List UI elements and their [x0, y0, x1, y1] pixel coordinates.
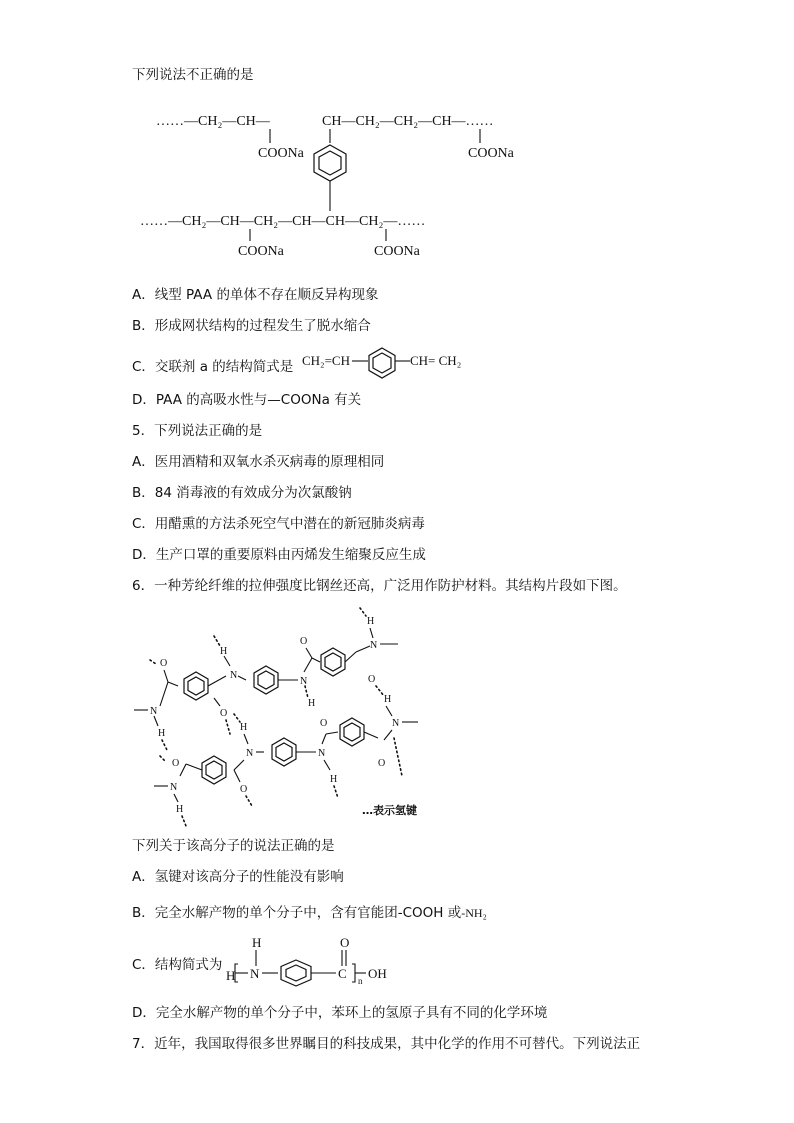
- q6-option-c: [132, 956, 222, 974]
- svg-text:N: N: [392, 718, 400, 729]
- q6-stem: 6．一种芳纶纤维的拉伸强度比钢丝还高，广泛用作防护材料。其结构片段如下图。: [132, 578, 627, 594]
- svg-text:H: H: [226, 968, 236, 983]
- q5-stem: 5．下列说法正确的是: [132, 423, 263, 439]
- svg-text:H: H: [367, 616, 375, 627]
- q7-stem: 7．近年，我国取得很多世界瞩目的科技成果，其中化学的作用不可替代。下列说法正: [132, 1036, 641, 1052]
- svg-text:OH: OH: [368, 966, 387, 981]
- svg-text:H: H: [330, 774, 338, 785]
- crosslinker-formula: [298, 346, 478, 380]
- svg-text:O: O: [378, 758, 386, 769]
- q6-option-d: D．完全水解产物的单个分子中，苯环上的氢原子具有不同的化学环境: [132, 1005, 548, 1021]
- nh2-formula: -NH₂: [461, 906, 487, 920]
- q4-option-a: A．线型 PAA 的单体不存在顺反异构现象: [132, 287, 379, 303]
- svg-text:O: O: [340, 935, 350, 950]
- svg-text:N: N: [318, 748, 326, 759]
- q5-option-a: A．医用酒精和双氧水杀灭病毒的原理相同: [132, 454, 385, 470]
- svg-text:N: N: [370, 640, 378, 651]
- svg-text:H: H: [384, 694, 392, 705]
- aramid-fiber-diagram: [130, 606, 430, 826]
- q6-option-a: A．氢键对该高分子的性能没有影响: [132, 869, 344, 885]
- chain2: ……—CH₂—CH—CH₂—CH—CH—CH₂—……: [140, 214, 426, 229]
- svg-text:N: N: [246, 748, 254, 759]
- q4-option-c-label: C．交联剂 a 的结构简式是: [132, 359, 294, 375]
- coona-1: COONa: [258, 146, 304, 161]
- svg-text:C: C: [338, 966, 347, 981]
- svg-text:O: O: [300, 636, 308, 647]
- q4-option-c: [132, 350, 478, 384]
- chain1-left: ……—CH₂—CH—: [156, 114, 270, 129]
- q4-option-d: D．PAA 的高吸水性与—COONa 有关: [132, 392, 362, 408]
- svg-text:O: O: [172, 758, 180, 769]
- coona-2: COONa: [468, 146, 514, 161]
- chain1-right: CH—CH₂—CH₂—CH—……: [322, 114, 494, 129]
- q4-option-b: B．形成网状结构的过程发生了脱水缩合: [132, 318, 371, 334]
- svg-text:n: n: [358, 976, 363, 986]
- svg-text:H: H: [158, 728, 166, 739]
- q5-option-c: C．用醋熏的方法杀死空气中潜在的新冠肺炎病毒: [132, 516, 425, 532]
- svg-text:H: H: [220, 646, 228, 657]
- q5-option-b: B．84 消毒液的有效成分为次氯酸钠: [132, 485, 352, 501]
- paa-network-structure: [140, 105, 550, 265]
- svg-text:N: N: [170, 782, 178, 793]
- q6-sub-stem: 下列关于该高分子的说法正确的是: [132, 838, 335, 854]
- svg-text:CH₂=CH: CH₂=CH: [301, 353, 350, 368]
- svg-text:N: N: [150, 706, 158, 717]
- svg-text:N: N: [250, 966, 260, 981]
- q6-option-c-label: C．结构简式为: [132, 957, 223, 973]
- svg-text:N: N: [300, 676, 308, 687]
- svg-text:H: H: [176, 804, 184, 815]
- polymer-repeat-unit-formula: [224, 934, 404, 986]
- q5-option-d: D．生产口罩的重要原料由丙烯发生缩聚反应生成: [132, 547, 426, 563]
- svg-text:O: O: [240, 784, 248, 795]
- hydrogen-bond-legend: …表示氢键: [362, 804, 417, 817]
- svg-text:N: N: [230, 670, 238, 681]
- svg-text:H: H: [240, 722, 248, 733]
- svg-text:CH= CH₂: CH= CH₂: [409, 353, 461, 368]
- svg-text:H: H: [252, 935, 262, 950]
- q4-intro: 下列说法不正确的是: [132, 67, 254, 83]
- svg-text:O: O: [160, 658, 168, 669]
- svg-text:O: O: [320, 718, 328, 729]
- q6-option-b-text: B．完全水解产物的单个分子中，含有官能团-COOH 或: [132, 905, 462, 921]
- coona-4: COONa: [374, 244, 420, 259]
- svg-text:O: O: [368, 674, 376, 685]
- svg-text:H: H: [308, 698, 316, 709]
- coona-3: COONa: [238, 244, 284, 259]
- q6-option-b: [132, 904, 487, 922]
- svg-text:O: O: [220, 708, 228, 719]
